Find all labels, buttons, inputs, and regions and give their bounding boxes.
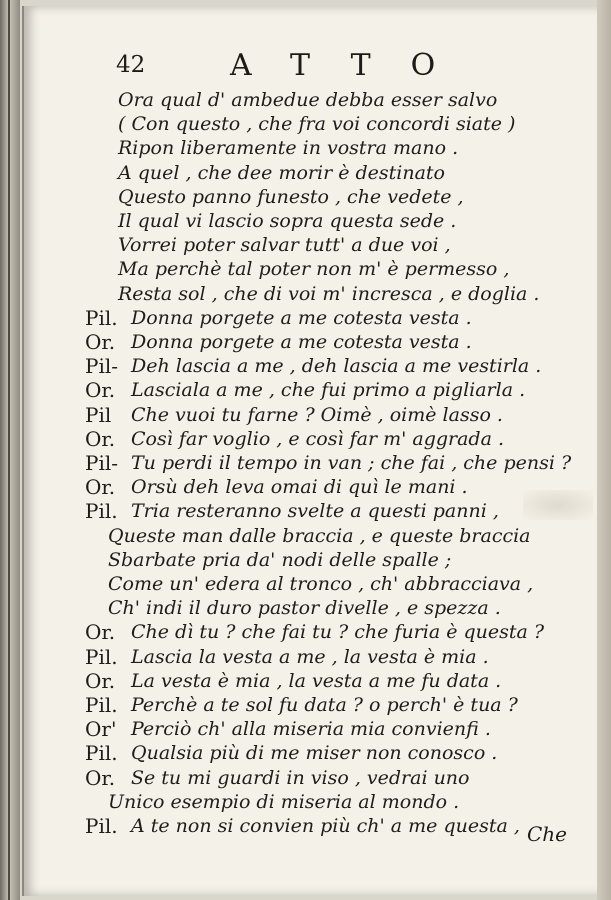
speaker-label: Pil-	[85, 451, 119, 475]
speaker-label: Pil.	[85, 305, 118, 330]
speaker-label: Or.	[85, 668, 116, 693]
paper-stain	[523, 490, 593, 520]
speaker-label: Or.	[85, 426, 116, 451]
speaker-label: Pil.	[85, 741, 118, 766]
verse-line: Se tu mi guardi in viso , vedrai uno	[131, 766, 470, 789]
verse-line: Unico esempio di miseria al mondo .	[108, 790, 460, 813]
page-header	[90, 48, 490, 92]
verse-line: Ripon liberamente in vostra mano .	[118, 137, 459, 160]
speaker-label: Pil.	[85, 499, 118, 524]
verse-line: Che dì tu ? che fai tu ? che furia è questa ?	[131, 621, 545, 644]
verse-line: Deh lascia a me , deh lascia a me vestirla .	[131, 355, 542, 378]
verse-line: Ch' indi il duro pastor divelle , e spezza .	[108, 597, 501, 620]
verse-line: Questo panno funesto , che vedete ,	[118, 185, 464, 208]
speaker-label: Or.	[85, 620, 116, 645]
speaker-label: Or.	[85, 475, 116, 500]
speaker-label: Or.	[85, 378, 116, 403]
verse-line: Queste man dalle braccia , e queste braccia	[108, 524, 531, 547]
page-edge	[597, 0, 611, 900]
verse-line: Sbarbate pria da' nodi delle spalle ;	[108, 548, 452, 571]
speaker-label: Pil.	[85, 693, 118, 717]
verse-line: ( Con questo , che fra voi concordi siate )	[118, 113, 516, 136]
verse-line: La vesta è mia , la vesta a me fu data .	[131, 669, 502, 692]
verse-line: Orsù deh leva omai di quì le mani .	[131, 476, 468, 499]
verse-line: Che vuoi tu farne ? Oimè , oimè lasso .	[131, 403, 503, 426]
verse-line: A te non si convien più ch' a me questa ,	[131, 815, 520, 837]
page-number: 42	[116, 52, 146, 78]
verse-line: Perchè a te sol fu data ? o perch' è tua ?	[131, 694, 518, 716]
verse-line: Come un' edera al tronco , ch' abbracciava ,	[108, 573, 534, 595]
catchword: Che	[527, 822, 568, 846]
running-title: ATTO	[230, 48, 476, 83]
verse-line: Lascia la vesta a me , la vesta è mia .	[131, 645, 489, 668]
speaker-label: Pil.	[85, 644, 118, 669]
verse-line: Ora qual d' ambedue debba esser salvo	[118, 89, 498, 111]
verse-line: Il qual vi lascio sopra questa sede .	[118, 210, 457, 232]
verse-line: Tu perdi il tempo in van ; che fai , che pensi ?	[131, 452, 572, 474]
book-binding	[0, 0, 20, 900]
verse-line: Così far voglio , e così far m' aggrada .	[131, 427, 504, 450]
verse-line: Donna porgete a me cotesta vesta .	[131, 306, 472, 329]
verse-line: Tria resteranno svelte a questi panni ,	[131, 500, 499, 523]
verse-line: Lasciala a me , che fui primo a pigliarla .	[131, 379, 526, 402]
verse-line: Donna porgete a me cotesta vesta .	[131, 331, 472, 353]
verse-line: A quel , che dee morir è destinato	[118, 161, 445, 184]
verse-line: Qualsia più di me miser non conosco .	[131, 742, 498, 765]
speaker-label: Or.	[85, 765, 116, 790]
speaker-label: Pil.	[85, 814, 118, 838]
speaker-label: Or.	[85, 330, 116, 354]
verse-line: Ma perchè tal poter non m' è permesso ,	[118, 258, 510, 281]
speaker-label: Pil	[85, 402, 112, 427]
speaker-label: Or'	[85, 717, 117, 742]
verse-line: Vorrei poter salvar tutt' a due voi ,	[118, 234, 451, 257]
verse-line: Resta sol , che di voi m' incresca , e doglia .	[118, 282, 540, 305]
verse-line: Perciò ch' alla miseria mia convienfi .	[131, 718, 491, 741]
speaker-label: Pil-	[85, 354, 119, 379]
